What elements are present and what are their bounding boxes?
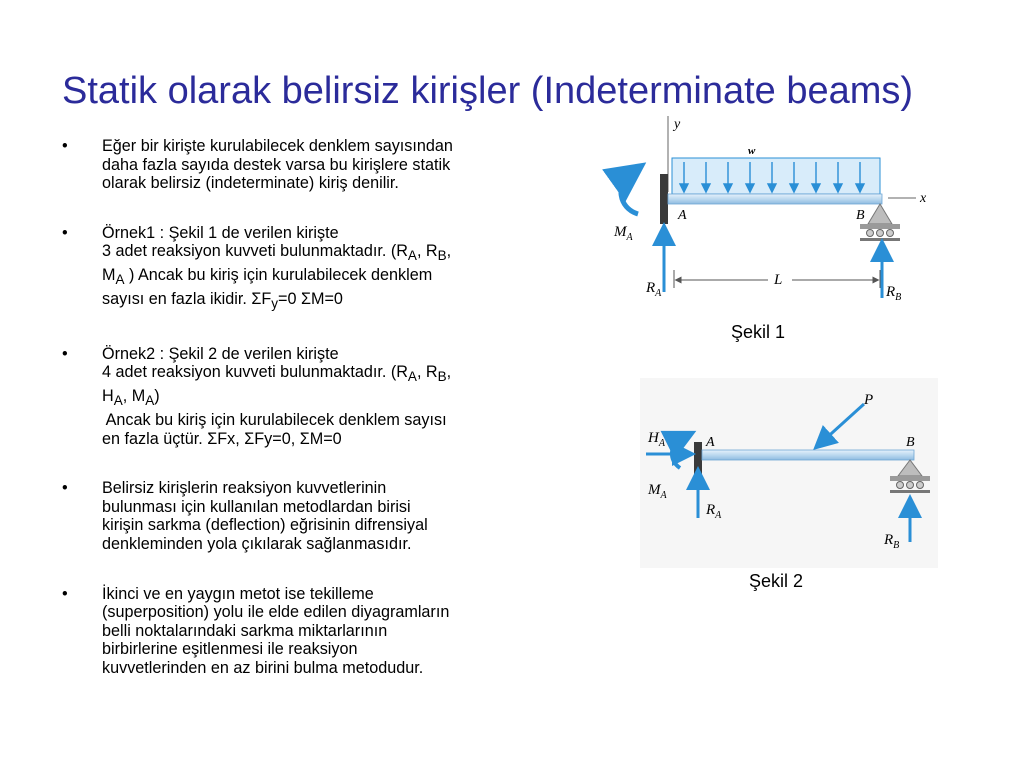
bullet-line: Eğer bir kirişte kurulabilecek denklem sayısından xyxy=(102,137,453,155)
point-b-label: B xyxy=(906,435,915,450)
bullet-line xyxy=(102,242,540,266)
subscript: y xyxy=(271,296,278,312)
beam xyxy=(668,194,882,204)
text-run: H xyxy=(102,387,114,406)
bullet-line: Ancak bu kiriş için kurulabilecek denklem sayısı xyxy=(102,411,447,430)
subscript: B xyxy=(437,369,447,385)
roller-support xyxy=(860,204,900,241)
bullet-line: İkinci ve en yaygın metot ise tekilleme xyxy=(102,584,374,603)
bullet-list xyxy=(60,137,540,678)
bullet-line: en fazla üçtür. ΣFx, ΣFy=0, ΣM=0 xyxy=(102,429,342,448)
moment-label: $M_A$ xyxy=(614,224,633,243)
reaction-a-label: $R_A$ xyxy=(646,280,662,299)
bullet-line: denkleminden yola çıkılarak sağlanmasıdır. xyxy=(102,535,412,554)
point-load-label: P xyxy=(864,392,874,408)
bullet-line xyxy=(102,387,540,411)
text-run: , xyxy=(446,242,452,261)
bullet-line: birbirlerine eşitlenmesi ile reaksiyon xyxy=(102,640,358,659)
point-a-label: A xyxy=(706,435,715,450)
text-run: 4 adet reaksiyon kuvveti bulunmaktadır. (R xyxy=(102,363,408,382)
subscript: B xyxy=(437,248,447,264)
bullet-line xyxy=(102,266,540,290)
text-run: sayısı en fazla ikidir. ΣF xyxy=(102,290,272,309)
h-force-label: $H_A$ xyxy=(648,430,665,449)
bullet-marker: • xyxy=(62,137,68,155)
text-run: , M xyxy=(122,387,146,406)
figure-1 xyxy=(598,112,938,308)
subscript: A xyxy=(115,272,125,288)
fixed-support xyxy=(694,442,702,482)
text-run: , R xyxy=(416,363,438,382)
bullet-marker: • xyxy=(62,584,68,603)
bullet-item-5 xyxy=(60,585,540,678)
bullet-item-2 xyxy=(60,224,540,314)
subscript: A xyxy=(145,393,155,409)
x-axis-label: x xyxy=(920,191,927,206)
reaction-b-label: $R_B$ xyxy=(884,532,900,551)
subscript: A xyxy=(407,248,417,264)
text-run: , R xyxy=(416,242,438,261)
bullet-line: olarak belirsiz (indeterminate) kiriş denilir. xyxy=(102,174,399,193)
bullet-item-3 xyxy=(60,345,540,448)
subscript: A xyxy=(407,369,417,385)
text-run: M xyxy=(102,266,116,285)
moment-arrow xyxy=(621,174,638,214)
bullet-line xyxy=(102,363,540,387)
bullet-line: Örnek1 : Şekil 1 de verilen kirişte xyxy=(102,223,339,242)
bullet-marker: • xyxy=(62,479,68,498)
figure-1-diagram xyxy=(598,112,938,308)
text-run: =0 ΣM=0 xyxy=(278,290,343,309)
moment-label: $M_A$ xyxy=(648,482,667,501)
figure-2-diagram xyxy=(640,378,938,568)
reaction-b-label: $R_B$ xyxy=(886,284,902,303)
subscript: A xyxy=(113,393,123,409)
bullet-line: Örnek2 : Şekil 2 de verilen kirişte xyxy=(102,344,339,363)
text-run: ) Ancak bu kiriş için kurulabilecek denklem xyxy=(124,266,433,285)
figure-2 xyxy=(640,378,938,568)
bullet-line xyxy=(102,290,540,314)
bullet-line: kirişin sarkma (deflection) eğrisinin difrensiyal xyxy=(102,516,428,535)
bullet-marker: • xyxy=(62,344,68,363)
figure-2-caption: Şekil 2 xyxy=(749,571,804,591)
fixed-support xyxy=(660,174,668,224)
roller-support xyxy=(890,460,930,493)
bullet-item-1 xyxy=(60,137,540,193)
bullet-marker: • xyxy=(62,223,68,242)
bullet-line: bulunması için kullanılan metodlardan birisi xyxy=(102,497,411,516)
load-label: w xyxy=(748,145,756,157)
figure-1-caption: Şekil 1 xyxy=(731,322,786,342)
bullet-line: (superposition) yolu ile elde edilen diyagramların xyxy=(102,603,450,622)
distributed-load-area xyxy=(672,158,880,194)
reaction-a-label: $R_A$ xyxy=(706,502,722,521)
point-load-arrow xyxy=(822,404,864,442)
beam xyxy=(702,450,914,460)
point-a-label: A xyxy=(678,208,687,223)
bullet-line: daha fazla sayıda destek varsa bu kirişlere statik xyxy=(102,155,451,174)
slide-title: Statik olarak belirsiz kirişler (Indeterminate beams) xyxy=(62,70,914,112)
text-run: 3 adet reaksiyon kuvveti bulunmaktadır. (R xyxy=(102,242,408,261)
length-label: L xyxy=(774,272,783,288)
bullet-line: belli noktalarındaki sarkma miktarlarının xyxy=(102,621,388,640)
point-b-label: B xyxy=(856,208,865,223)
y-axis-label: y xyxy=(674,117,681,132)
text-run: , xyxy=(446,363,452,382)
text-run: ) xyxy=(154,387,160,406)
bullet-item-4 xyxy=(60,479,540,553)
bullet-line: kuvvetlerinden en az birini bulma metodudur. xyxy=(102,659,424,678)
bullet-line: Belirsiz kirişlerin reaksiyon kuvvetlerinin xyxy=(102,479,387,498)
